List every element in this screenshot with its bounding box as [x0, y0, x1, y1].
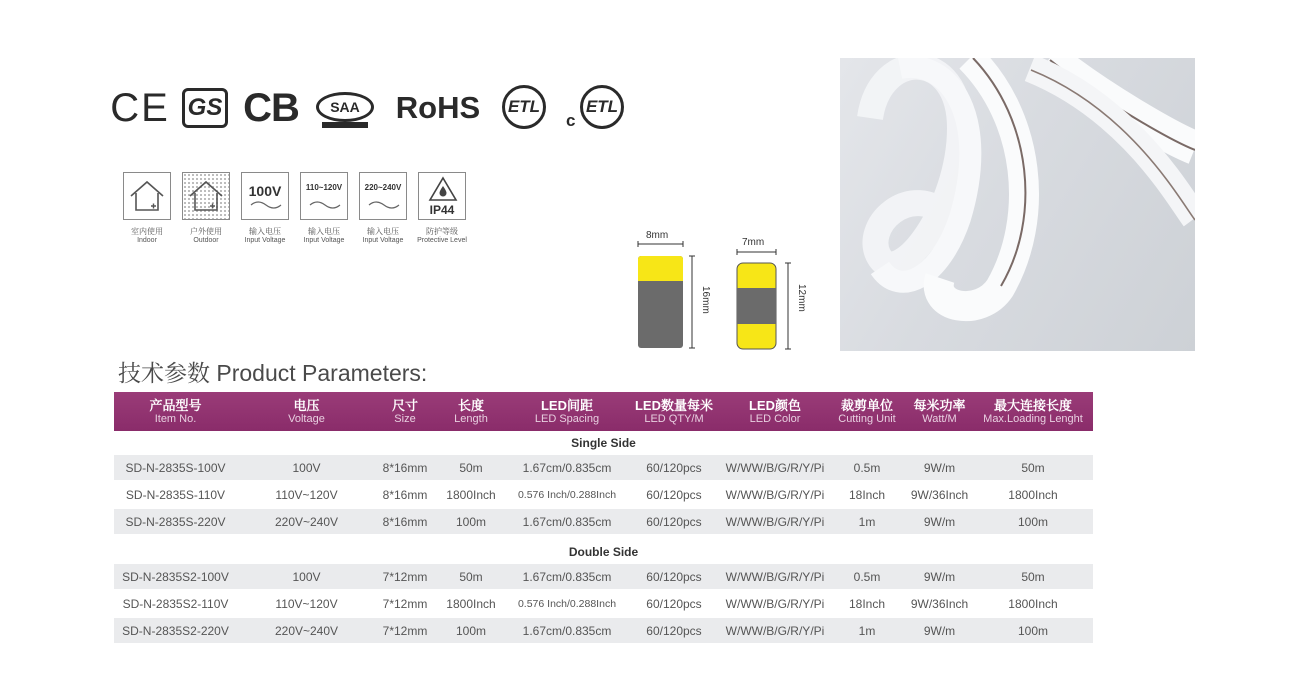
- table-cell: 9W/m: [923, 623, 956, 638]
- feature-icons: [118, 172, 472, 245]
- table-cell: 100V: [292, 569, 321, 584]
- table-cell: 110V~120V: [275, 487, 338, 502]
- table-cell: 50m: [1021, 460, 1045, 475]
- table-cell: 100m: [455, 623, 487, 638]
- feature-voltage-100v: 100V 输入电压 Input Voltage: [236, 172, 294, 245]
- voltage-100v-icon: 100V: [241, 172, 289, 220]
- table-row: [114, 509, 1093, 534]
- indoor-house-icon: [123, 172, 171, 220]
- table-cell: W/WW/B/G/R/Y/Pi: [725, 623, 825, 638]
- header-length: 长度 Length: [454, 397, 488, 425]
- cetl-logo: c ETL: [566, 83, 636, 133]
- table-cell: 1.67cm/0.835cm: [522, 569, 612, 584]
- profile-1-height: 16mm: [700, 286, 711, 314]
- section-title: 技术参数 Product Parameters:: [118, 360, 428, 386]
- gs-logo: GS: [182, 88, 228, 128]
- etl-ring: ETL: [502, 85, 546, 129]
- table-cell: 9W/m: [923, 460, 956, 475]
- neon-strip-illustration: [840, 58, 1195, 351]
- saa-band: [322, 122, 368, 128]
- table-cell: 1800Inch: [1008, 487, 1058, 502]
- table-cell: 1.67cm/0.835cm: [522, 623, 612, 638]
- table-cell: 7*12mm: [382, 623, 428, 638]
- profile-1-width: 8mm: [646, 230, 669, 241]
- table-row: [114, 618, 1093, 643]
- profile-2-height: 12mm: [796, 284, 807, 312]
- header-size: 尺寸 Size: [391, 397, 418, 425]
- table-cell: 110V~120V: [275, 596, 338, 611]
- table-row: [114, 455, 1093, 480]
- table-cell: 8*16mm: [382, 460, 428, 475]
- table-cell: 100m: [1017, 514, 1049, 529]
- table-cell: 7*12mm: [382, 596, 428, 611]
- table-cell: 9W/36Inch: [910, 596, 969, 611]
- certification-logos: [112, 84, 650, 132]
- table-cell: 100V: [292, 460, 321, 475]
- table-cell: 1.67cm/0.835cm: [522, 514, 612, 529]
- table-cell: 18Inch: [848, 487, 886, 502]
- table-cell: 0.5m: [853, 460, 881, 475]
- table-cell: 1m: [858, 514, 876, 529]
- table-row: [114, 564, 1093, 589]
- table-cell: 1800Inch: [1008, 596, 1058, 611]
- table-cell: SD-N-2835S-110V: [125, 487, 226, 502]
- feature-indoor: 室内使用 Indoor: [118, 172, 176, 245]
- table-cell: 0.576 Inch/0.288Inch: [517, 597, 617, 610]
- saa-oval: SAA: [316, 92, 374, 122]
- table-cell: 8*16mm: [382, 487, 428, 502]
- cb-logo: CB: [243, 85, 299, 130]
- voltage-110-120v-icon: 110~120V: [300, 172, 348, 220]
- table-cell: SD-N-2835S2-100V: [122, 569, 229, 584]
- header-watt: 每米功率 Watt/M: [913, 397, 966, 425]
- header-voltage: 电压 Voltage: [288, 397, 325, 425]
- table-cell: 60/120pcs: [646, 514, 702, 529]
- table-cell: SD-N-2835S-100V: [125, 460, 226, 475]
- header-cutting-unit: 裁剪单位 Cutting Unit: [838, 397, 896, 425]
- table-cell: 60/120pcs: [646, 569, 702, 584]
- table-cell: SD-N-2835S2-220V: [122, 623, 229, 638]
- rohs-logo: RoHS: [395, 90, 481, 125]
- table-cell: 18Inch: [848, 596, 886, 611]
- table-cell: 50m: [459, 569, 483, 584]
- table-cell: 9W/m: [923, 514, 956, 529]
- table-cell: 1800Inch: [446, 487, 496, 502]
- outdoor-house-icon: [182, 172, 230, 220]
- table-row: [114, 591, 1093, 616]
- table-cell: W/WW/B/G/R/Y/Pi: [725, 487, 825, 502]
- table-cell: 220V~240V: [274, 514, 339, 529]
- table-cell: 9W/36Inch: [910, 487, 969, 502]
- feature-ip44: IP44 防护等级 Protective Level: [413, 172, 471, 245]
- group-title: Single Side: [571, 436, 636, 450]
- table-cell: W/WW/B/G/R/Y/Pi: [725, 569, 825, 584]
- ip44-rating-icon: IP44: [418, 172, 466, 220]
- table-cell: 0.576 Inch/0.288Inch: [517, 488, 617, 501]
- profile-drawings: [630, 230, 820, 358]
- cetl-ring: ETL: [580, 85, 624, 129]
- profile-2-width: 7mm: [742, 237, 765, 248]
- table-cell: W/WW/B/G/R/Y/Pi: [725, 514, 825, 529]
- table-cell: 7*12mm: [382, 569, 428, 584]
- voltage-220-240v-icon: 220~240V: [359, 172, 407, 220]
- table-cell: 60/120pcs: [646, 487, 702, 502]
- profile-cross-sections: [630, 230, 820, 358]
- table-cell: 8*16mm: [382, 514, 428, 529]
- parameters-table: [114, 392, 1093, 645]
- table-cell: SD-N-2835S-220V: [125, 514, 226, 529]
- table-cell: 60/120pcs: [646, 596, 702, 611]
- table-row: [114, 482, 1093, 507]
- ce-logo: CE: [110, 85, 170, 130]
- header-led-qty: LED数量每米 LED QTY/M: [634, 397, 713, 425]
- table-body: [114, 431, 1093, 643]
- etl-logo: [500, 83, 552, 133]
- table-cell: W/WW/B/G/R/Y/Pi: [725, 460, 825, 475]
- header-item-no: 产品型号 Item No.: [149, 397, 202, 425]
- feature-voltage-110-120v: 110~120V 输入电压 Input Voltage: [295, 172, 353, 245]
- table-cell: 50m: [1021, 569, 1045, 584]
- table-header: [114, 392, 1093, 431]
- table-cell: 50m: [459, 460, 483, 475]
- feature-voltage-220-240v: 220~240V 输入电压 Input Voltage: [354, 172, 412, 245]
- group-title: Double Side: [568, 545, 639, 559]
- header-led-spacing: LED间距 LED Spacing: [534, 397, 600, 425]
- table-cell: 0.5m: [853, 569, 881, 584]
- table-cell: 9W/m: [923, 569, 956, 584]
- header-led-color: LED颜色 LED Color: [748, 397, 801, 425]
- table-cell: 1m: [858, 623, 876, 638]
- saa-logo: [314, 88, 376, 128]
- table-cell: 100m: [1017, 623, 1049, 638]
- table-cell: 1800Inch: [446, 596, 496, 611]
- table-cell: 1.67cm/0.835cm: [522, 460, 612, 475]
- table-cell: 220V~240V: [274, 623, 339, 638]
- table-cell: W/WW/B/G/R/Y/Pi: [725, 596, 825, 611]
- product-photo: [840, 58, 1195, 351]
- table-cell: 60/120pcs: [646, 623, 702, 638]
- table-cell: 100m: [455, 514, 487, 529]
- header-max-length: 最大连接长度 Max.Loading Lenght: [983, 397, 1083, 425]
- table-cell: SD-N-2835S2-110V: [122, 596, 229, 611]
- table-cell: 60/120pcs: [646, 460, 702, 475]
- feature-outdoor: 户外使用 Outdoor: [177, 172, 235, 245]
